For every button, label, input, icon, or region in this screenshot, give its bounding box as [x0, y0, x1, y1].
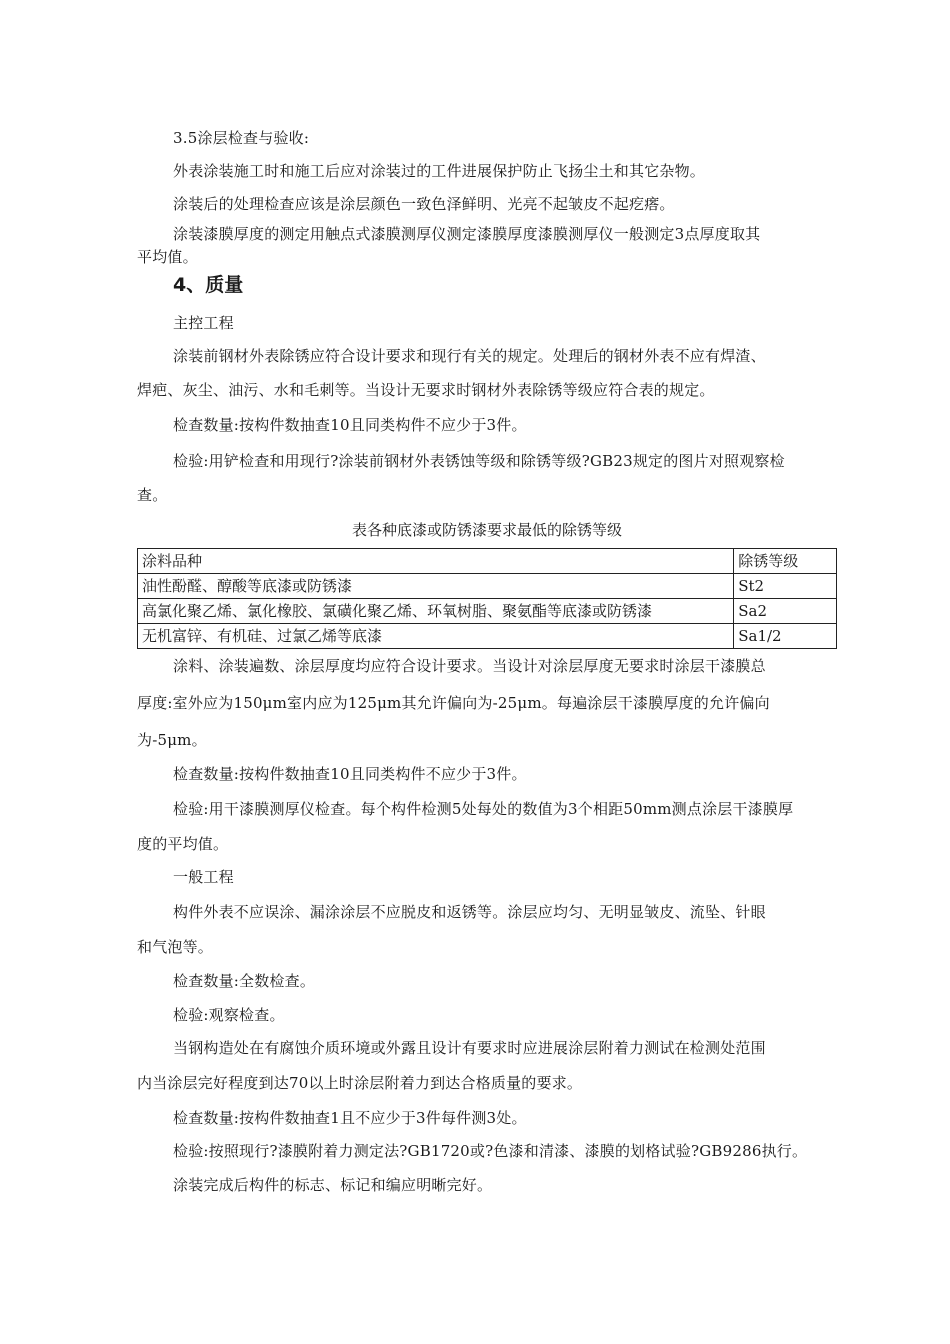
table-caption: 表各种底漆或防锈漆要求最低的除锈等级	[351, 521, 622, 539]
general-item-7: 涂装完成后构件的标志、标记和编应明晰完好。	[173, 1176, 493, 1194]
table-cell-coating: 高氯化聚乙烯、氯化橡胶、氯磺化聚乙烯、环氧树脂、聚氨酯等底漆或防锈漆	[138, 599, 734, 624]
paragraph-protection: 外表涂装施工时和施工后应对涂装过的工件进展保护防止飞扬尘土和其它杂物。	[173, 162, 706, 180]
general-item-6: 检验:按照现行?漆膜附着力测定法?GB1720或?色漆和清漆、漆膜的划格试验?GB9286执行。	[173, 1142, 808, 1160]
main-item-4-line-1: 涂料、涂装遍数、涂层厚度均应符合设计要求。当设计对涂层厚度无要求时涂层干漆膜总	[173, 657, 766, 675]
table-header-grade: 除锈等级	[734, 549, 837, 574]
section-3-5-title: 3.5涂层检查与验收:	[173, 129, 310, 147]
paragraph-inspection: 涂装后的处理检查应该是涂层颜色一致色泽鲜明、光亮不起皱皮不起疙瘩。	[173, 195, 675, 213]
main-item-1-line-1: 涂装前钢材外表除锈应符合设计要求和现行有关的规定。处理后的钢材外表不应有焊渣、	[173, 347, 766, 365]
main-item-2: 检查数量:按构件数抽查10且同类构件不应少于3件。	[173, 416, 527, 434]
table-header-coating: 涂料品种	[138, 549, 734, 574]
main-item-5: 检查数量:按构件数抽查10且同类构件不应少于3件。	[173, 765, 527, 783]
table-header-row	[138, 549, 837, 574]
main-items-title: 主控工程	[173, 314, 234, 332]
table-cell-coating: 无机富锌、有机硅、过氯乙烯等底漆	[138, 624, 734, 649]
main-item-6-line-2: 度的平均值。	[137, 835, 229, 853]
table-row	[138, 599, 837, 624]
table-row	[138, 574, 837, 599]
table-cell-coating: 油性酚醛、醇酸等底漆或防锈漆	[138, 574, 734, 599]
main-item-6-line-1: 检验:用干漆膜测厚仪检查。每个构件检测5处每处的数值为3个相距50mm测点涂层干漆膜厚	[173, 800, 794, 818]
rust-removal-grade-table	[137, 548, 837, 649]
main-item-3-line-2: 查。	[137, 486, 168, 504]
paragraph-thickness-line-1: 涂装漆膜厚度的测定用触点式漆膜测厚仪测定漆膜厚度漆膜测厚仪一般测定3点厚度取其	[173, 225, 761, 243]
general-item-1-line-2: 和气泡等。	[137, 938, 214, 956]
general-item-4-line-2: 内当涂层完好程度到达70以上时涂层附着力到达合格质量的要求。	[137, 1074, 583, 1092]
table-row	[138, 624, 837, 649]
general-item-3: 检验:观察检查。	[173, 1006, 285, 1024]
table-cell-grade: St2	[734, 574, 837, 599]
paragraph-thickness-line-2: 平均值。	[137, 248, 198, 266]
general-item-4-line-1: 当钢构造处在有腐蚀介质环境或外露且设计有要求时应进展涂层附着力测试在检测处范围	[173, 1039, 766, 1057]
section-4-heading: 4、质量	[173, 274, 244, 296]
main-item-1-line-2: 焊疤、灰尘、油污、水和毛刺等。当设计无要求时钢材外表除锈等级应符合表的规定。	[137, 381, 715, 399]
general-item-2: 检查数量:全数检查。	[173, 972, 316, 990]
main-item-4-line-2: 厚度:室外应为150μm室内应为125μm其允许偏向为-25μm。每遍涂层干漆膜厚度的允许偏向	[137, 694, 770, 712]
main-item-3-line-1: 检验:用铲检查和用现行?涂装前钢材外表锈蚀等级和除锈等级?GB23规定的图片对照观察检	[173, 452, 785, 470]
general-item-1-line-1: 构件外表不应误涂、漏涂涂层不应脱皮和返锈等。涂层应均匀、无明显皱皮、流坠、针眼	[173, 903, 766, 921]
table-cell-grade: Sa1/2	[734, 624, 837, 649]
general-item-5: 检查数量:按构件数抽查1且不应少于3件每件测3处。	[173, 1109, 527, 1127]
general-items-title: 一般工程	[173, 868, 234, 886]
table-cell-grade: Sa2	[734, 599, 837, 624]
main-item-4-line-3: 为-5μm。	[137, 731, 207, 749]
